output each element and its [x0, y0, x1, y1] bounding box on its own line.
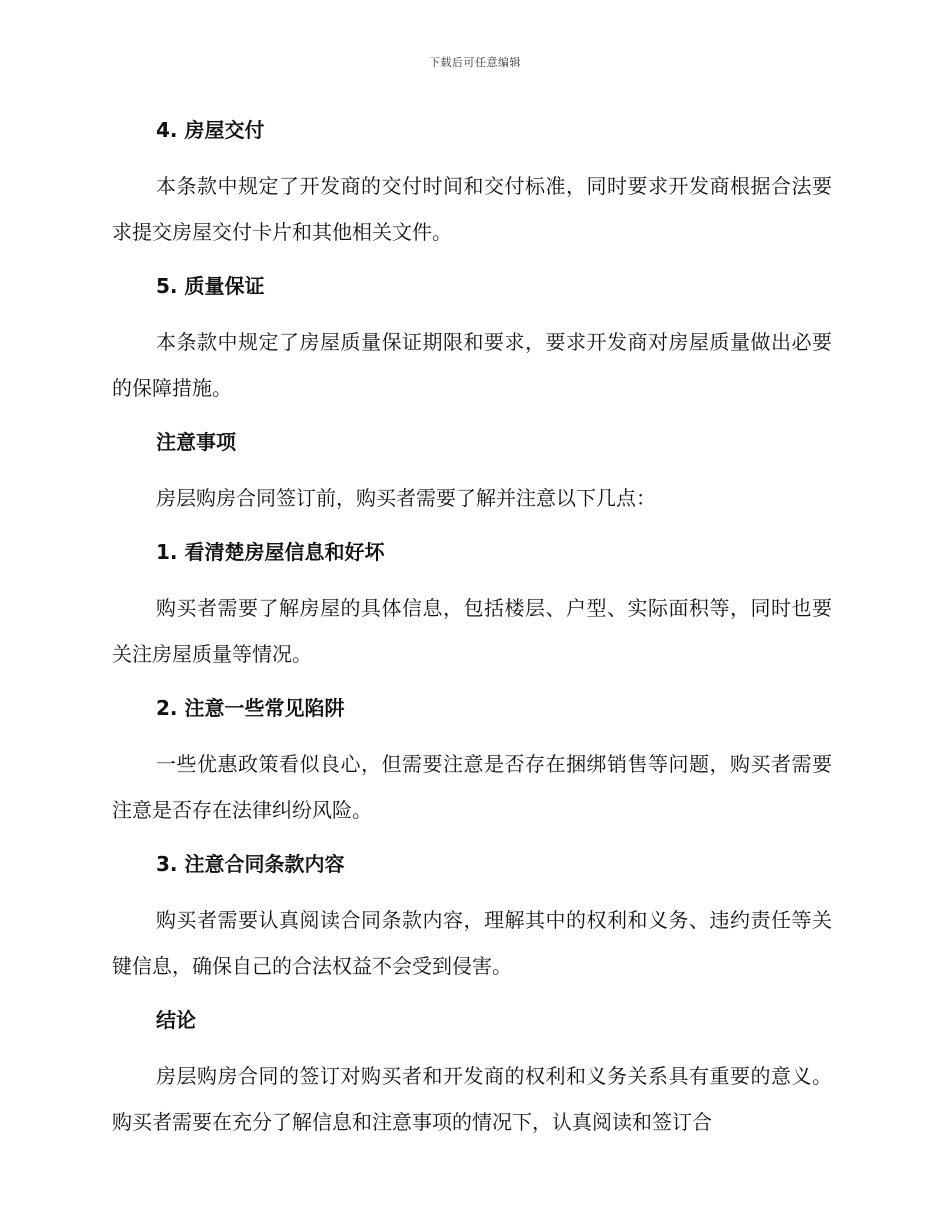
paragraph-delivery: 本条款中规定了开发商的交付时间和交付标准，同时要求开发商根据合法要求提交房屋交付卡片和其他相关文件。	[112, 174, 832, 244]
paragraph-quality: 本条款中规定了房屋质量保证期限和要求，要求开发商对房屋质量做出必要的保障措施。	[112, 330, 832, 400]
section-heading-delivery: 4. 房屋交付	[156, 118, 265, 142]
section-heading-contract-terms: 3. 注意合同条款内容	[156, 852, 345, 876]
paragraph-contract-terms: 购买者需要认真阅读合同条款内容，理解其中的权利和义务、违约责任等关键信息，确保自己的合法权益不会受到侵害。	[112, 908, 832, 978]
paragraph-conclusion: 房层购房合同的签订对购买者和开发商的权利和义务关系具有重要的意义。购买者需要在充分了解信息和注意事项的情况下，认真阅读和签订合	[112, 1064, 832, 1134]
paragraph-check-info: 购买者需要了解房屋的具体信息，包括楼层、户型、实际面积等，同时也要关注房屋质量等情况。	[112, 596, 832, 666]
section-heading-traps: 2. 注意一些常见陷阱	[156, 696, 345, 720]
paragraph-traps: 一些优惠政策看似良心，但需要注意是否存在捆绑销售等问题，购买者需要注意是否存在法律纠纷风险。	[112, 752, 832, 822]
section-heading-notes: 注意事项	[156, 430, 236, 454]
section-heading-conclusion: 结论	[156, 1008, 196, 1032]
paragraph-notes-intro: 房层购房合同签订前，购买者需要了解并注意以下几点：	[156, 486, 656, 510]
section-heading-quality: 5. 质量保证	[156, 274, 265, 298]
page-header-note: 下载后可任意编辑	[429, 56, 521, 69]
section-heading-check-info: 1. 看清楚房屋信息和好坏	[156, 540, 385, 564]
document-body	[112, 110, 832, 1145]
